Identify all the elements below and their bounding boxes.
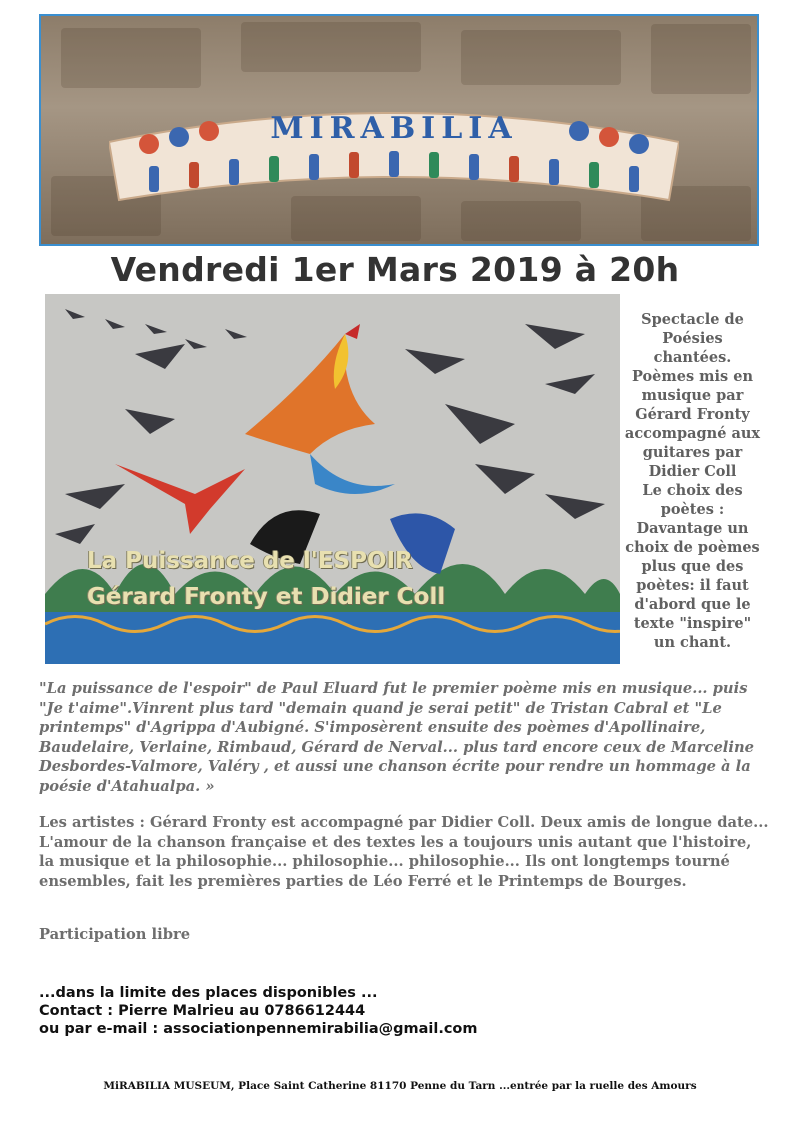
sidebar-line: musique par (641, 387, 744, 404)
sidebar-description (621, 310, 764, 652)
event-date-headline: Vendredi 1er Mars 2019 à 20h (110, 250, 680, 289)
sidebar-line: choix de poèmes (625, 539, 760, 556)
sidebar-line: d'abord que le (634, 596, 751, 613)
sidebar-line: chantées. (653, 349, 732, 366)
sidebar-line: texte "inspire" (633, 615, 752, 632)
sidebar-line: poètes : (660, 501, 725, 518)
participation-note: Participation libre (39, 926, 191, 943)
sidebar-line: un chant. (653, 634, 732, 651)
footer-address: MiRABILIA MUSEUM, Place Saint Catherine 81170 Penne du Tarn ...entrée par la ruelle des Amours (103, 1080, 697, 1092)
sidebar-line: plus que des (641, 558, 744, 575)
quote-paragraph: "La puissance de l'espoir" de Paul Eluard fut le premier poème mis en musique... puis "Je t'aime".Vinrent plus tard "demain quand je serai petit" de Tristan Cabral et "Le printemps" d'Agrippa d'Aubigné. S'imposèrent ensuite des poèmes d'Apollinaire, Baudelaire, Verlaine, Rimbaud, Gérard de Nerval... plus tard encore ceux de Marceline Desbordes-Valmore, Valéry , et aussi une chanson écrite pour rendre un hommage à la poésie d'Atahualpa. » (39, 680, 754, 795)
mirabilia-sign (109, 104, 679, 214)
poster-painting (45, 294, 620, 664)
sidebar-line: Didier Coll (648, 463, 737, 480)
sign-text: MIRABILIA (270, 111, 518, 146)
sidebar-line: Spectacle de (641, 311, 744, 328)
sidebar-line: Poésies (662, 330, 723, 347)
contact-block (39, 984, 478, 1038)
sidebar-line: Gérard Fronty (635, 406, 750, 423)
sidebar-line: Poèmes mis en (631, 368, 754, 385)
painting-caption-artists: Gérard Fronty et Didier Coll (87, 584, 446, 610)
sidebar-line: poètes: il faut (636, 577, 749, 594)
sidebar-line: guitares par (642, 444, 743, 461)
availability-note: ...dans la limite des places disponibles ... (39, 985, 378, 1001)
banner-photo (39, 14, 759, 246)
sidebar-line: accompagné aux (624, 425, 761, 442)
contact-phone: Contact : Pierre Malrieu au 0786612444 (39, 1003, 366, 1019)
contact-email: ou par e-mail : associationpennemirabilia@gmail.com (39, 1021, 478, 1037)
sidebar-line: Le choix des (642, 482, 743, 499)
sidebar-line: Davantage un (636, 520, 749, 537)
artists-paragraph: Les artistes : Gérard Fronty est accompagné par Didier Coll. Deux amis de longue date... L'amour de la chanson française et des textes les a toujours unis autant que l'histoire, la musique et la philosophie... philosophie... philosophie... Ils ont longtemps tourné ensembles, fait les premières parties de Léo Ferré et le Printemps de Bourges. (39, 814, 769, 890)
painting-caption-title: La Puissance de l'ESPOIR (87, 548, 413, 574)
